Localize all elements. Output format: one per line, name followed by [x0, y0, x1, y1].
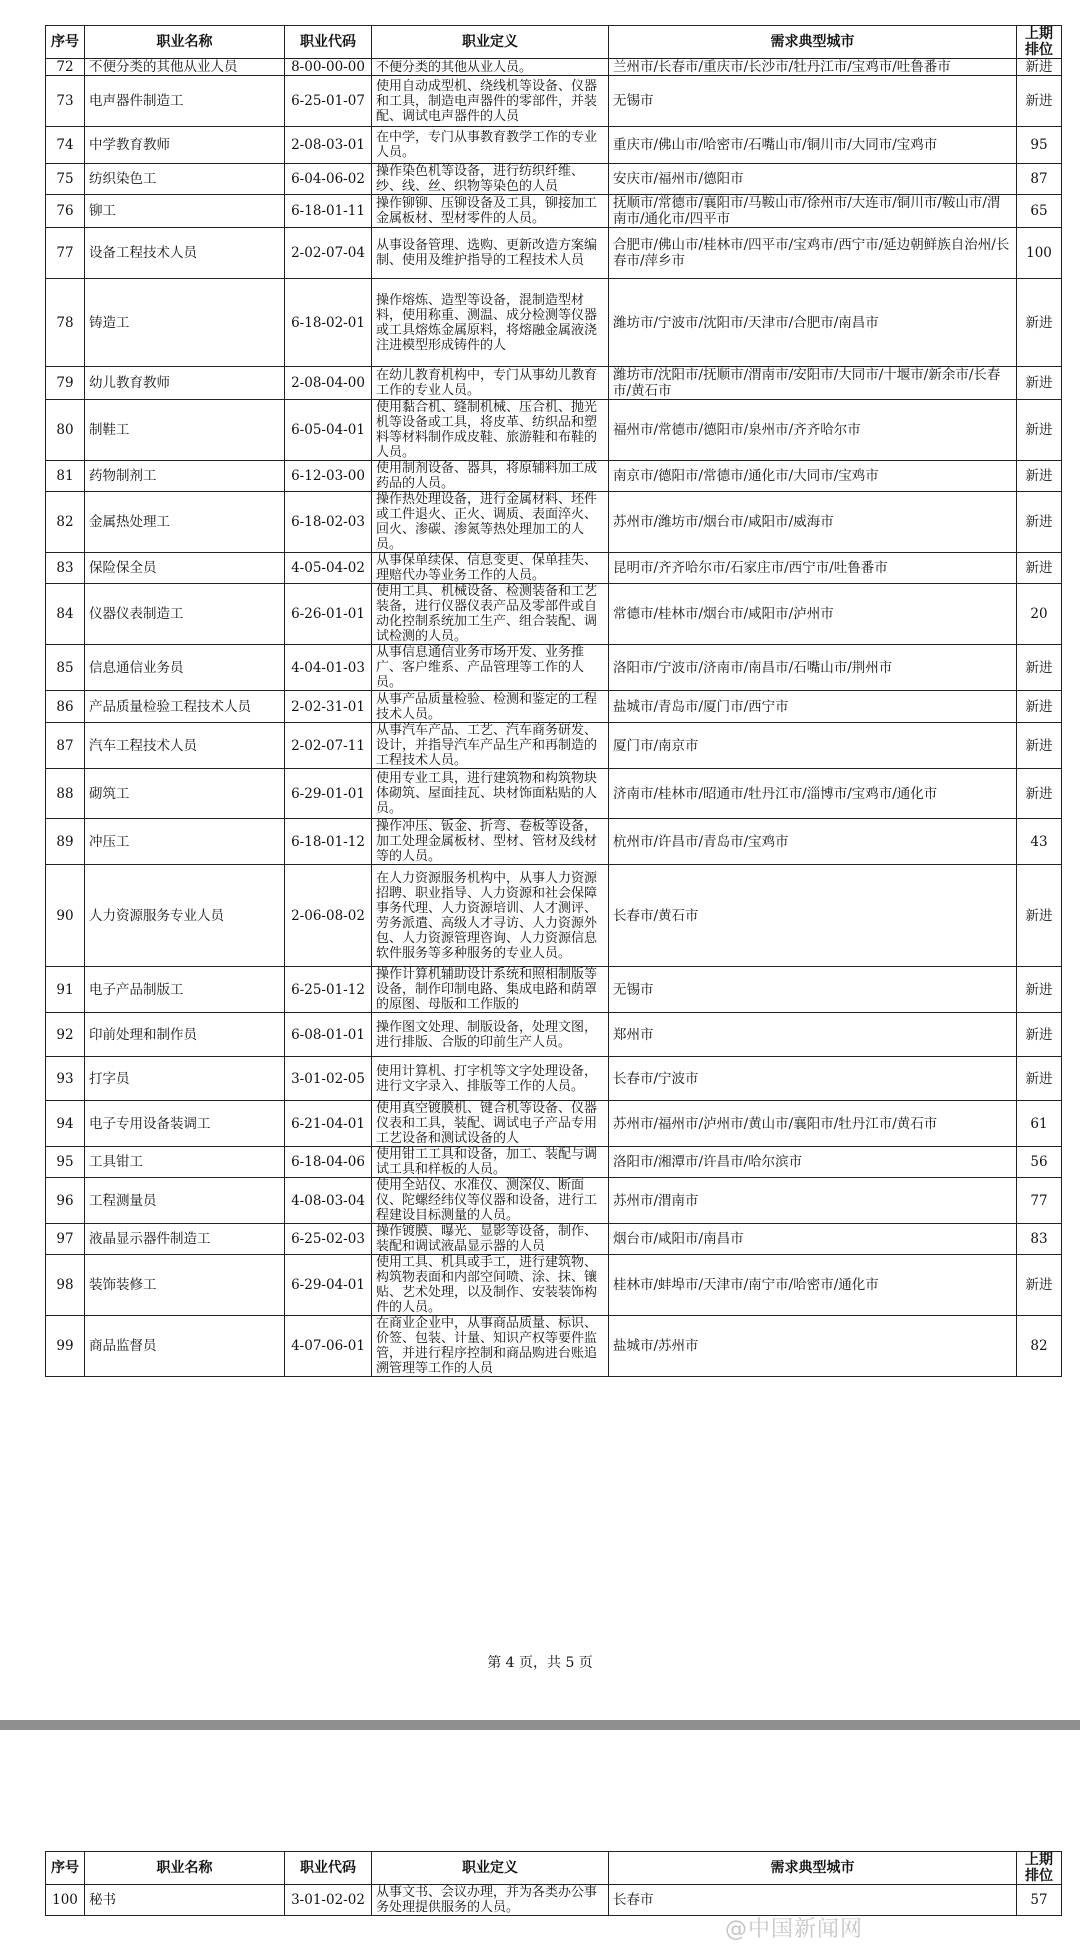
cell-cities: 苏州市/潍坊市/烟台市/咸阳市/威海市 [609, 492, 1017, 553]
cell-occupation-code: 6-25-02-03 [285, 1224, 372, 1255]
cell-no: 91 [46, 967, 85, 1013]
table-row [46, 1147, 1062, 1178]
cell-prev-rank: 新进 [1017, 1013, 1062, 1057]
cell-occupation-name: 电子产品制版工 [85, 967, 285, 1013]
table-row [46, 127, 1062, 164]
cell-definition: 操作冲压、钣金、折弯、卷板等设备，加工处理金属板材、型材、管材及线材等的人员。 [372, 819, 609, 865]
cell-definition: 从事信息通信业务市场开发、业务推广、客户维系、产品管理等工作的人员。 [372, 645, 609, 691]
cell-prev-rank: 100 [1017, 228, 1062, 279]
cell-occupation-name: 秘书 [85, 1885, 285, 1916]
cell-definition: 操作铆铆、压铆设备及工具，铆接加工金属板材、型材零件的人员。 [372, 195, 609, 228]
cell-no: 85 [46, 645, 85, 691]
cell-occupation-name: 幼儿教育教师 [85, 367, 285, 400]
cell-cities: 长春市 [609, 1885, 1017, 1916]
table-row [46, 1013, 1062, 1057]
cell-cities: 苏州市/渭南市 [609, 1178, 1017, 1224]
table-row [46, 59, 1062, 76]
table-header-row [46, 26, 1062, 59]
cell-no: 81 [46, 461, 85, 492]
cell-cities: 潍坊市/宁波市/沈阳市/天津市/合肥市/南昌市 [609, 279, 1017, 367]
cell-occupation-code: 6-18-01-12 [285, 819, 372, 865]
header-cities: 需求典型城市 [609, 1852, 1017, 1885]
cell-occupation-name: 产品质量检验工程技术人员 [85, 691, 285, 723]
table-row [46, 1316, 1062, 1377]
cell-cities: 长春市/宁波市 [609, 1057, 1017, 1101]
cell-definition: 操作图文处理、制版设备，处理文图，进行排版、合版的印前生产人员。 [372, 1013, 609, 1057]
cell-no: 89 [46, 819, 85, 865]
cell-cities: 盐城市/苏州市 [609, 1316, 1017, 1377]
cell-prev-rank: 43 [1017, 819, 1062, 865]
table-row [46, 865, 1062, 967]
cell-definition: 使用真空镀膜机、键合机等设备、仪器仪表和工具，装配、调试电子产品专用工艺设备和测试设备的人 [372, 1101, 609, 1147]
header-prev-rank-line2: 排位 [1025, 42, 1053, 58]
cell-prev-rank: 新进 [1017, 367, 1062, 400]
header-name: 职业名称 [85, 26, 285, 59]
header-code: 职业代码 [285, 1852, 372, 1885]
cell-prev-rank: 新进 [1017, 865, 1062, 967]
cell-no: 80 [46, 400, 85, 461]
cell-no: 90 [46, 865, 85, 967]
cell-occupation-code: 3-01-02-02 [285, 1885, 372, 1916]
cell-cities: 潍坊市/沈阳市/抚顺市/渭南市/安阳市/大同市/十堰市/新余市/长春市/黄石市 [609, 367, 1017, 400]
cell-occupation-name: 工程测量员 [85, 1178, 285, 1224]
table-row [46, 492, 1062, 553]
cell-prev-rank: 新进 [1017, 492, 1062, 553]
cell-definition: 操作镀膜、曝光、显影等设备，制作、装配和调试液晶显示器的人员 [372, 1224, 609, 1255]
cell-no: 79 [46, 367, 85, 400]
cell-no: 84 [46, 584, 85, 645]
cell-prev-rank: 新进 [1017, 59, 1062, 76]
cell-prev-rank: 新进 [1017, 553, 1062, 584]
cell-occupation-name: 纺织染色工 [85, 164, 285, 195]
table-row [46, 228, 1062, 279]
cell-cities: 无锡市 [609, 76, 1017, 127]
cell-definition: 使用黏合机、缝制机械、压合机、抛光机等设备或工具，将皮革、纺织品和塑料等材料制作成皮鞋、旅游鞋和布鞋的人员。 [372, 400, 609, 461]
cell-prev-rank: 新进 [1017, 645, 1062, 691]
cell-occupation-code: 8-00-00-00 [285, 59, 372, 76]
cell-no: 96 [46, 1178, 85, 1224]
cell-definition: 从事设备管理、选购、更新改造方案编制、使用及维护指导的工程技术人员 [372, 228, 609, 279]
cell-occupation-name: 信息通信业务员 [85, 645, 285, 691]
header-code: 职业代码 [285, 26, 372, 59]
cell-cities: 昆明市/齐齐哈尔市/石家庄市/西宁市/吐鲁番市 [609, 553, 1017, 584]
cell-prev-rank: 新进 [1017, 279, 1062, 367]
cell-prev-rank: 新进 [1017, 967, 1062, 1013]
header-no: 序号 [46, 26, 85, 59]
cell-no: 74 [46, 127, 85, 164]
page-number: 第 4 页，共 5 页 [487, 1655, 593, 1671]
table-row [46, 76, 1062, 127]
cell-no: 94 [46, 1101, 85, 1147]
table-row [46, 1057, 1062, 1101]
table-row [46, 553, 1062, 584]
cell-no: 88 [46, 769, 85, 819]
table-header-row [46, 1852, 1062, 1885]
table-row [46, 1885, 1062, 1916]
cell-occupation-name: 工具钳工 [85, 1147, 285, 1178]
cell-definition: 从事保单续保、信息变更、保单挂失、理赔代办等业务工作的人员。 [372, 553, 609, 584]
cell-prev-rank: 57 [1017, 1885, 1062, 1916]
cell-definition: 在中学，专门从事教育教学工作的专业人员。 [372, 127, 609, 164]
cell-cities: 兰州市/长春市/重庆市/长沙市/牡丹江市/宝鸡市/吐鲁番市 [609, 59, 1017, 76]
cell-occupation-code: 6-04-06-02 [285, 164, 372, 195]
cell-cities: 合肥市/佛山市/桂林市/四平市/宝鸡市/西宁市/延边朝鲜族自治州/长春市/萍乡市 [609, 228, 1017, 279]
cell-definition: 在幼儿教育机构中，专门从事幼儿教育工作的专业人员。 [372, 367, 609, 400]
cell-definition: 使用钳工工具和设备，加工、装配与调试工具和样板的人员。 [372, 1147, 609, 1178]
cell-occupation-code: 4-05-04-02 [285, 553, 372, 584]
table-row [46, 1178, 1062, 1224]
cell-no: 86 [46, 691, 85, 723]
cell-occupation-name: 印前处理和制作员 [85, 1013, 285, 1057]
cell-definition: 从事产品质量检验、检测和鉴定的工程技术人员。 [372, 691, 609, 723]
header-prev-rank [1017, 26, 1062, 59]
cell-no: 97 [46, 1224, 85, 1255]
cell-occupation-name: 设备工程技术人员 [85, 228, 285, 279]
cell-occupation-code: 2-06-08-02 [285, 865, 372, 967]
occupation-table-page-4 [45, 25, 1062, 1377]
cell-cities: 无锡市 [609, 967, 1017, 1013]
cell-occupation-code: 4-04-01-03 [285, 645, 372, 691]
cell-no: 87 [46, 723, 85, 769]
cell-cities: 常德市/桂林市/烟台市/咸阳市/泸州市 [609, 584, 1017, 645]
header-definition: 职业定义 [372, 26, 609, 59]
cell-occupation-name: 汽车工程技术人员 [85, 723, 285, 769]
table-row [46, 967, 1062, 1013]
cell-prev-rank: 83 [1017, 1224, 1062, 1255]
cell-cities: 杭州市/许昌市/青岛市/宝鸡市 [609, 819, 1017, 865]
cell-no: 98 [46, 1255, 85, 1316]
table-row [46, 367, 1062, 400]
cell-cities: 福州市/常德市/德阳市/泉州市/齐齐哈尔市 [609, 400, 1017, 461]
page-divider [0, 1720, 1080, 1730]
cell-prev-rank: 新进 [1017, 769, 1062, 819]
cell-cities: 洛阳市/宁波市/济南市/南昌市/石嘴山市/荆州市 [609, 645, 1017, 691]
cell-occupation-name: 铆工 [85, 195, 285, 228]
cell-no: 93 [46, 1057, 85, 1101]
cell-definition: 操作熔炼、造型等设备，混制造型材料，使用称重、测温、成分检测等仪器或工具熔炼金属原料，将熔融金属液浇注进模型形成铸件的人 [372, 279, 609, 367]
cell-occupation-name: 商品监督员 [85, 1316, 285, 1377]
occupation-table-page-5 [45, 1851, 1062, 1916]
cell-cities: 济南市/桂林市/昭通市/牡丹江市/淄博市/宝鸡市/通化市 [609, 769, 1017, 819]
cell-cities: 长春市/黄石市 [609, 865, 1017, 967]
cell-definition: 操作热处理设备，进行金属材料、坯件或工件退火、正火、调质、表面淬火、回火、渗碳、渗氮等热处理加工的人员。 [372, 492, 609, 553]
cell-occupation-code: 6-29-01-01 [285, 769, 372, 819]
cell-occupation-code: 4-08-03-04 [285, 1178, 372, 1224]
cell-no: 92 [46, 1013, 85, 1057]
cell-cities: 郑州市 [609, 1013, 1017, 1057]
cell-occupation-code: 6-12-03-00 [285, 461, 372, 492]
cell-occupation-code: 2-02-31-01 [285, 691, 372, 723]
cell-occupation-code: 2-02-07-04 [285, 228, 372, 279]
table-row [46, 461, 1062, 492]
table-row [46, 584, 1062, 645]
cell-no: 72 [46, 59, 85, 76]
cell-prev-rank: 20 [1017, 584, 1062, 645]
cell-no: 100 [46, 1885, 85, 1916]
cell-occupation-name: 液晶显示器件制造工 [85, 1224, 285, 1255]
cell-prev-rank: 新进 [1017, 691, 1062, 723]
cell-cities: 南京市/德阳市/常德市/通化市/大同市/宝鸡市 [609, 461, 1017, 492]
cell-occupation-code: 6-18-01-11 [285, 195, 372, 228]
table-row [46, 279, 1062, 367]
table-row [46, 1101, 1062, 1147]
cell-definition: 使用制剂设备、器具，将原辅料加工成药品的人员。 [372, 461, 609, 492]
cell-occupation-code: 4-07-06-01 [285, 1316, 372, 1377]
header-cities: 需求典型城市 [609, 26, 1017, 59]
cell-occupation-code: 2-08-03-01 [285, 127, 372, 164]
cell-cities: 桂林市/蚌埠市/天津市/南宁市/哈密市/通化市 [609, 1255, 1017, 1316]
header-prev-rank-line1: 上期 [1025, 1852, 1053, 1868]
table-row [46, 400, 1062, 461]
cell-occupation-name: 铸造工 [85, 279, 285, 367]
table-row [46, 645, 1062, 691]
cell-occupation-name: 药物制剂工 [85, 461, 285, 492]
table-row [46, 769, 1062, 819]
cell-occupation-code: 2-02-07-11 [285, 723, 372, 769]
table-row [46, 1224, 1062, 1255]
cell-occupation-code: 6-18-02-03 [285, 492, 372, 553]
header-definition: 职业定义 [372, 1852, 609, 1885]
cell-occupation-code: 3-01-02-05 [285, 1057, 372, 1101]
cell-no: 77 [46, 228, 85, 279]
cell-occupation-name: 砌筑工 [85, 769, 285, 819]
cell-prev-rank: 95 [1017, 127, 1062, 164]
cell-no: 82 [46, 492, 85, 553]
cell-no: 75 [46, 164, 85, 195]
cell-cities: 重庆市/佛山市/哈密市/石嘴山市/铜川市/大同市/宝鸡市 [609, 127, 1017, 164]
cell-no: 73 [46, 76, 85, 127]
cell-prev-rank: 87 [1017, 164, 1062, 195]
cell-prev-rank: 61 [1017, 1101, 1062, 1147]
table-row [46, 691, 1062, 723]
cell-cities: 盐城市/青岛市/厦门市/西宁市 [609, 691, 1017, 723]
cell-occupation-name: 人力资源服务专业人员 [85, 865, 285, 967]
cell-definition: 在人力资源服务机构中，从事人力资源招聘、职业指导、人力资源和社会保障事务代理、人力资源培训、人才测评、劳务派遣、高级人才寻访、人力资源外包、人力资源管理咨询、人力资源信息软件服务等多种服务的专业人员。 [372, 865, 609, 967]
cell-prev-rank: 56 [1017, 1147, 1062, 1178]
watermark: @中国新闻网 [725, 1917, 864, 1942]
cell-definition: 使用计算机、打字机等文字处理设备，进行文字录入、排版等工作的人员。 [372, 1057, 609, 1101]
cell-prev-rank: 新进 [1017, 461, 1062, 492]
cell-definition: 操作染色机等设备，进行纺织纤维、纱、线、丝、织物等染色的人员 [372, 164, 609, 195]
cell-prev-rank: 77 [1017, 1178, 1062, 1224]
cell-no: 99 [46, 1316, 85, 1377]
cell-no: 78 [46, 279, 85, 367]
table-row [46, 819, 1062, 865]
cell-prev-rank: 82 [1017, 1316, 1062, 1377]
cell-occupation-name: 不便分类的其他从业人员 [85, 59, 285, 76]
cell-cities: 厦门市/南京市 [609, 723, 1017, 769]
cell-occupation-code: 6-25-01-07 [285, 76, 372, 127]
table-row [46, 1255, 1062, 1316]
table-row [46, 723, 1062, 769]
cell-occupation-code: 6-26-01-01 [285, 584, 372, 645]
cell-prev-rank: 65 [1017, 195, 1062, 228]
cell-occupation-name: 保险保全员 [85, 553, 285, 584]
cell-definition: 使用工具、机械设备、检测装备和工艺装备，进行仪器仪表产品及零部件或自动化控制系统加工生产、组合装配、调试检测的人员。 [372, 584, 609, 645]
header-prev-rank [1017, 1852, 1062, 1885]
cell-occupation-name: 仪器仪表制造工 [85, 584, 285, 645]
cell-occupation-code: 6-05-04-01 [285, 400, 372, 461]
cell-prev-rank: 新进 [1017, 400, 1062, 461]
cell-occupation-name: 打字员 [85, 1057, 285, 1101]
cell-cities: 苏州市/福州市/泸州市/黄山市/襄阳市/牡丹江市/黄石市 [609, 1101, 1017, 1147]
cell-cities: 抚顺市/常德市/襄阳市/马鞍山市/徐州市/大连市/铜川市/鞍山市/渭南市/通化市/四平市 [609, 195, 1017, 228]
cell-occupation-code: 6-08-01-01 [285, 1013, 372, 1057]
cell-occupation-code: 6-21-04-01 [285, 1101, 372, 1147]
cell-occupation-code: 6-29-04-01 [285, 1255, 372, 1316]
cell-no: 83 [46, 553, 85, 584]
cell-definition: 在商业企业中，从事商品质量、标识、价签、包装、计量、知识产权等要件监管，并进行程序控制和商品购进台账追溯管理等工作的人员 [372, 1316, 609, 1377]
cell-occupation-name: 电声器件制造工 [85, 76, 285, 127]
cell-prev-rank: 新进 [1017, 76, 1062, 127]
cell-occupation-name: 冲压工 [85, 819, 285, 865]
cell-occupation-code: 6-25-01-12 [285, 967, 372, 1013]
header-no: 序号 [46, 1852, 85, 1885]
table-row [46, 195, 1062, 228]
cell-definition: 从事文书、会议办理，并为各类办公事务处理提供服务的人员。 [372, 1885, 609, 1916]
cell-occupation-name: 装饰装修工 [85, 1255, 285, 1316]
cell-cities: 洛阳市/湘潭市/许昌市/哈尔滨市 [609, 1147, 1017, 1178]
cell-no: 95 [46, 1147, 85, 1178]
table-row [46, 164, 1062, 195]
cell-prev-rank: 新进 [1017, 723, 1062, 769]
header-prev-rank-line1: 上期 [1025, 26, 1053, 42]
cell-prev-rank: 新进 [1017, 1057, 1062, 1101]
cell-definition: 操作计算机辅助设计系统和照相制版等设备，制作印制电路、集成电路和荫罩的原图、母版和工作版的 [372, 967, 609, 1013]
cell-cities: 烟台市/咸阳市/南昌市 [609, 1224, 1017, 1255]
cell-definition: 使用全站仪、水准仪、测深仪、断面仪、陀螺经纬仪等仪器和设备，进行工程建设目标测量的人员。 [372, 1178, 609, 1224]
cell-prev-rank: 新进 [1017, 1255, 1062, 1316]
cell-occupation-name: 制鞋工 [85, 400, 285, 461]
header-prev-rank-line2: 排位 [1025, 1868, 1053, 1884]
cell-definition: 不便分类的其他从业人员。 [372, 59, 609, 76]
cell-definition: 从事汽车产品、工艺、汽车商务研发、设计，并指导汽车产品生产和再制造的工程技术人员。 [372, 723, 609, 769]
header-name: 职业名称 [85, 1852, 285, 1885]
cell-occupation-name: 中学教育教师 [85, 127, 285, 164]
cell-definition: 使用自动成型机、绕线机等设备、仪器和工具，制造电声器件的零部件，并装配、调试电声器件的人员 [372, 76, 609, 127]
cell-occupation-code: 2-08-04-00 [285, 367, 372, 400]
cell-occupation-name: 电子专用设备装调工 [85, 1101, 285, 1147]
cell-occupation-code: 6-18-04-06 [285, 1147, 372, 1178]
cell-occupation-name: 金属热处理工 [85, 492, 285, 553]
cell-no: 76 [46, 195, 85, 228]
cell-definition: 使用工具、机具或手工，进行建筑物、构筑物表面和内部空间喷、涂、抹、镶贴、艺术处理，以及制作、安装装饰构件的人员。 [372, 1255, 609, 1316]
cell-cities: 安庆市/福州市/德阳市 [609, 164, 1017, 195]
cell-occupation-code: 6-18-02-01 [285, 279, 372, 367]
cell-definition: 使用专业工具，进行建筑物和构筑物块体砌筑、屋面挂瓦、块材饰面粘贴的人员。 [372, 769, 609, 819]
